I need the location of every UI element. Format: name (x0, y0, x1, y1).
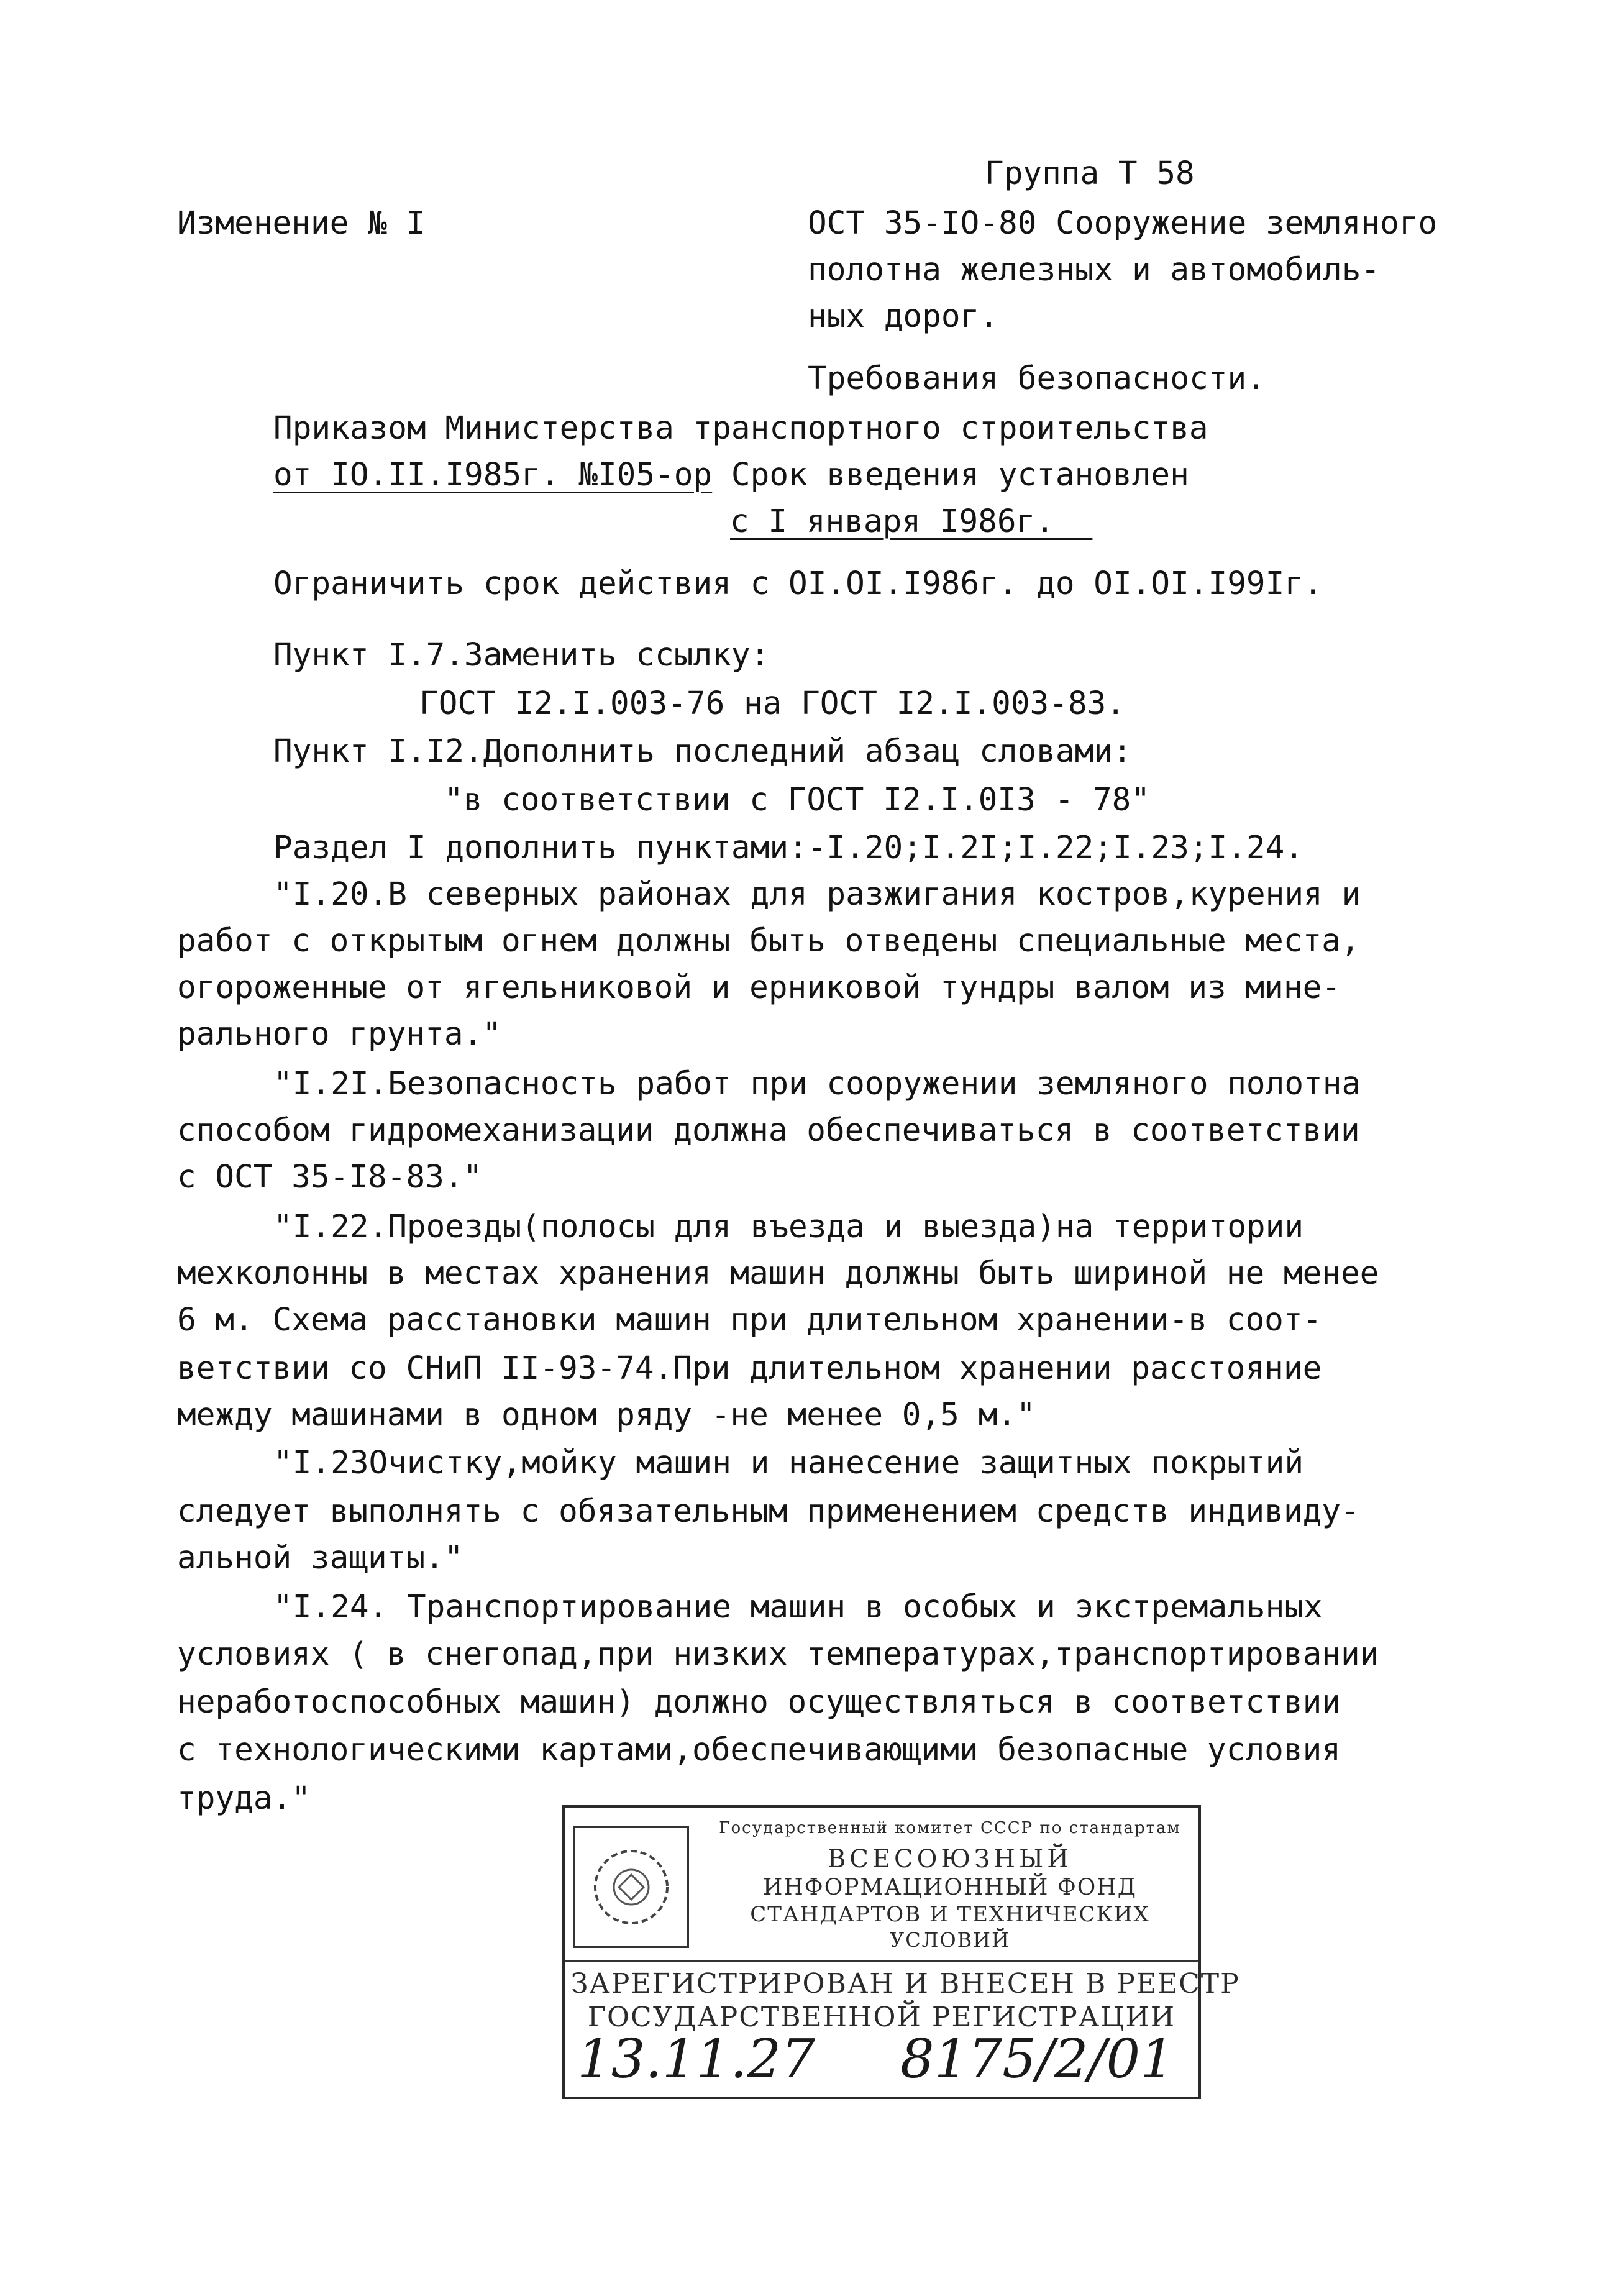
order-line-1: Приказом Министерства транспортного строительства (273, 410, 1208, 447)
order-date-number: от IO.II.I985г. №I05-ор (273, 457, 713, 493)
body-line: условиях ( в снегопад,при низких температурах,транспортировании (177, 1636, 1379, 1673)
standard-title-line-1: ОСТ 35-IO-80 Сооружение земляного (808, 205, 1438, 242)
stamp-committee: Государственный комитет СССР по стандартам (719, 1819, 1181, 1837)
body-line: Пункт I.I2.Дополнить последний абзац словами: (273, 733, 1132, 770)
body-line: огороженные от ягельниковой и ерниковой тундры валом из мине- (177, 969, 1341, 1006)
stamp-state-registry: ГОСУДАРСТВЕННОЙ РЕГИСТРАЦИИ (587, 2001, 1176, 2033)
body-line: "I.23Очистку,мойку машин и нанесение защитных покрытий (273, 1445, 1304, 1481)
handwritten-date: 13.11.27 (577, 2028, 815, 2090)
body-line: 6 м. Схема расстановки машин при длительном хранении-в соот- (177, 1302, 1322, 1338)
body-line: неработоспособных машин) должно осуществляться в соответствии (177, 1684, 1341, 1721)
standard-subtitle: Требования безопасности. (808, 360, 1266, 397)
body-line: мехколонны в местах хранения машин должны быть шириной не менее (177, 1255, 1379, 1292)
stamp-line-2: ВСЕСОЮЗНЫЙ (827, 1845, 1073, 1873)
body-line: "I.20.В северных районах для разжигания костров,курения и (273, 876, 1361, 913)
order-line-2 (273, 454, 1189, 497)
body-line: "I.24. Транспортирование машин в особых и экстремальных (273, 1589, 1323, 1626)
order-effective-label: Срок введения установлен (712, 457, 1189, 493)
body-line: Раздел I дополнить пунктами:-I.20;I.2I;I.22;I.23;I.24. (273, 830, 1304, 866)
body-line: работ с открытым огнем должны быть отведены специальные места, (177, 923, 1360, 959)
body-line: труда." (177, 1780, 311, 1817)
body-line: с ОСТ 35-I8-83." (177, 1159, 483, 1196)
change-number: Изменение № I (177, 205, 426, 242)
body-line: способом гидромеханизации должна обеспечиваться в соответствии (177, 1112, 1360, 1149)
body-line: следует выполнять с обязательным применением средств индивиду- (177, 1493, 1360, 1530)
body-line: "I.2I.Безопасность работ при сооружении земляного полотна (273, 1066, 1361, 1102)
body-line: с технологическими картами,обеспечивающими безопасные условия (177, 1732, 1341, 1768)
body-line: рального грунта." (177, 1016, 501, 1053)
standard-title-line-3: ных дорог. (808, 298, 999, 335)
registration-stamp (562, 1805, 1240, 2099)
stamp-registered: ЗАРЕГИСТРИРОВАН И ВНЕСЕН В РЕЕСТР (571, 1968, 1240, 2000)
body-line: Пункт I.7.Заменить ссылку: (273, 637, 770, 674)
validity-line: Ограничить срок действия с OI.OI.I986г. до OI.OI.I99Iг. (273, 565, 1323, 602)
body-line: альной защиты." (177, 1540, 463, 1576)
standard-title-line-2: полотна железных и автомобиль- (808, 252, 1381, 288)
body-line: "I.22.Проезды(полосы для въезда и выезда)на территории (273, 1209, 1304, 1245)
body-line: ветствии со СНиП II-93-74.При длительном хранении расстояние (177, 1350, 1322, 1387)
stamp-line-4: СТАНДАРТОВ И ТЕХНИЧЕСКИХ (750, 1902, 1150, 1927)
emblem-icon (573, 1826, 689, 1948)
group-code: Группа Т 58 (985, 155, 1195, 192)
stamp-line-5: УСЛОВИЙ (890, 1928, 1010, 1952)
stamp-divider (565, 1960, 1198, 1962)
body-line: ГОСТ I2.I.003-76 на ГОСТ I2.I.003-83. (419, 685, 1126, 722)
effective-date: с I января I986г. (730, 503, 1093, 540)
handwritten-number: 8175/2/01 (900, 2028, 1174, 2090)
body-line: между машинами в одном ряду -не менее 0,5 м." (177, 1397, 1036, 1434)
body-line: "в соответствии с ГОСТ I2.I.0I3 - 78" (444, 782, 1151, 818)
stamp-line-3: ИНФОРМАЦИОННЫЙ ФОНД (763, 1875, 1137, 1900)
